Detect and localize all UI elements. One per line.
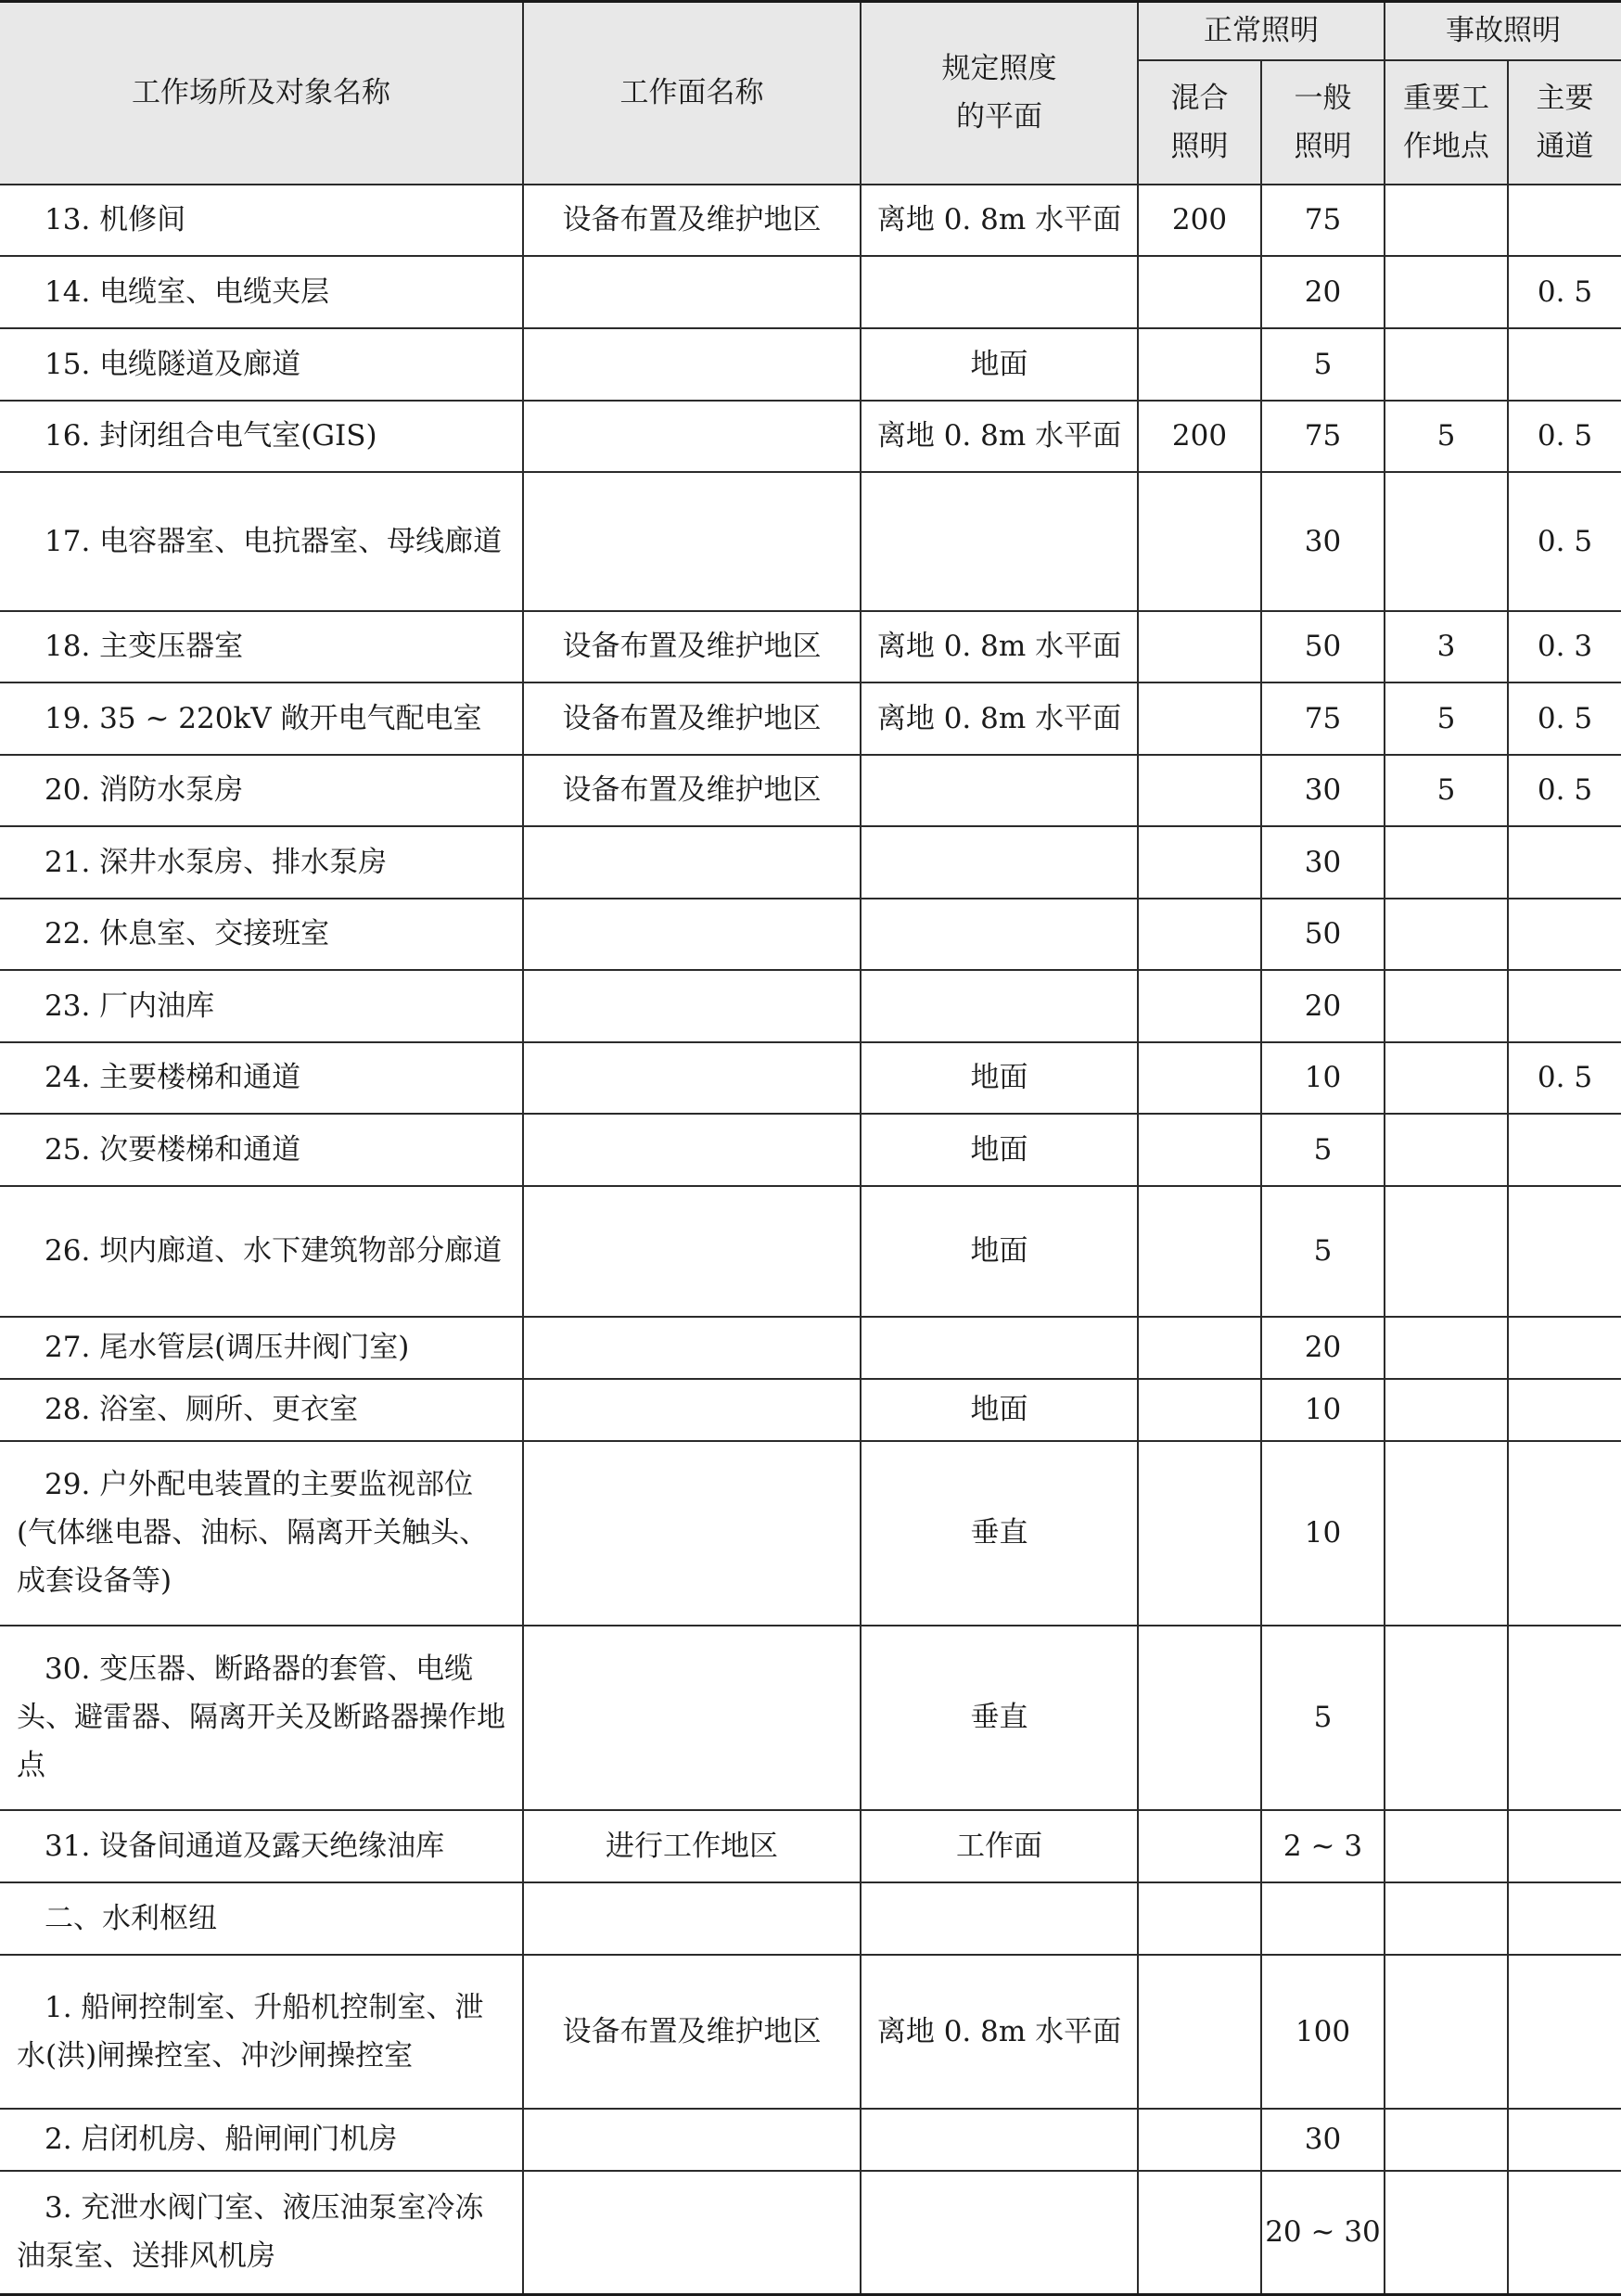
table-row [0, 1955, 1621, 2109]
cell-surface [523, 1114, 861, 1186]
cell-main: 0. 5 [1508, 401, 1621, 472]
cell-general: 50 [1261, 899, 1385, 970]
header-surface: 工作面名称 [523, 2, 861, 185]
cell-important: 5 [1385, 401, 1508, 472]
cell-main [1508, 185, 1621, 256]
cell-plane [861, 2109, 1138, 2171]
cell-plane: 地面 [861, 1114, 1138, 1186]
cell-name: 20. 消防水泵房 [0, 755, 523, 826]
cell-important [1385, 2109, 1508, 2171]
cell-general: 20 [1261, 256, 1385, 328]
table-row [0, 1626, 1621, 1810]
cell-surface [523, 899, 861, 970]
cell-surface [523, 1626, 861, 1810]
cell-general: 5 [1261, 1186, 1385, 1317]
cell-main: 0. 5 [1508, 682, 1621, 755]
cell-name: 22. 休息室、交接班室 [0, 899, 523, 970]
cell-plane: 地面 [861, 1186, 1138, 1317]
cell-general: 75 [1261, 185, 1385, 256]
cell-name: 17. 电容器室、电抗器室、母线廊道 [0, 472, 523, 611]
cell-main: 0. 5 [1508, 256, 1621, 328]
cell-name: 14. 电缆室、电缆夹层 [0, 256, 523, 328]
cell-surface [523, 1042, 861, 1114]
cell-name: 29. 户外配电装置的主要监视部位(气体继电器、油标、隔离开关触头、成套设备等) [0, 1441, 523, 1626]
cell-general: 5 [1261, 1626, 1385, 1810]
cell-mixed [1138, 899, 1261, 970]
cell-surface [523, 2109, 861, 2171]
cell-main [1508, 970, 1621, 1042]
cell-main [1508, 899, 1621, 970]
table-body [0, 185, 1621, 2295]
cell-main: 0. 3 [1508, 611, 1621, 682]
cell-important [1385, 1186, 1508, 1317]
header-row-top [0, 2, 1621, 60]
cell-general: 100 [1261, 1955, 1385, 2109]
cell-name: 25. 次要楼梯和通道 [0, 1114, 523, 1186]
cell-surface [523, 328, 861, 401]
table-row [0, 185, 1621, 256]
header-mixed-lighting: 混合 照明 [1138, 60, 1261, 185]
cell-important [1385, 1626, 1508, 1810]
cell-main [1508, 1186, 1621, 1317]
cell-main [1508, 2109, 1621, 2171]
cell-surface [523, 401, 861, 472]
cell-mixed [1138, 1379, 1261, 1441]
cell-name: 1. 船闸控制室、升船机控制室、泄水(洪)闸操控室、冲沙闸操控室 [0, 1955, 523, 2109]
cell-mixed [1138, 1042, 1261, 1114]
cell-plane [861, 1317, 1138, 1379]
cell-important [1385, 826, 1508, 899]
table-row [0, 1042, 1621, 1114]
cell-general: 5 [1261, 328, 1385, 401]
cell-general: 50 [1261, 611, 1385, 682]
cell-main: 0. 5 [1508, 472, 1621, 611]
cell-important [1385, 472, 1508, 611]
cell-main [1508, 1317, 1621, 1379]
cell-important [1385, 1379, 1508, 1441]
cell-surface: 设备布置及维护地区 [523, 682, 861, 755]
cell-mixed [1138, 1441, 1261, 1626]
cell-name: 30. 变压器、断路器的套管、电缆头、避雷器、隔离开关及断路器操作地点 [0, 1626, 523, 1810]
header-normal-lighting: 正常照明 [1138, 2, 1385, 60]
cell-important [1385, 185, 1508, 256]
cell-mixed: 200 [1138, 401, 1261, 472]
cell-surface [523, 2171, 861, 2295]
cell-important [1385, 970, 1508, 1042]
table-row [0, 1186, 1621, 1317]
table-row [0, 2109, 1621, 2171]
cell-general: 5 [1261, 1114, 1385, 1186]
cell-general: 30 [1261, 472, 1385, 611]
header-place: 工作场所及对象名称 [0, 2, 523, 185]
cell-important [1385, 328, 1508, 401]
cell-main [1508, 1810, 1621, 1882]
table-row [0, 611, 1621, 682]
cell-main: 0. 5 [1508, 1042, 1621, 1114]
cell-main [1508, 1882, 1621, 1955]
cell-plane: 离地 0. 8m 水平面 [861, 682, 1138, 755]
cell-important: 5 [1385, 682, 1508, 755]
cell-main: 0. 5 [1508, 755, 1621, 826]
cell-general: 10 [1261, 1441, 1385, 1626]
cell-surface: 进行工作地区 [523, 1810, 861, 1882]
header-emergency-lighting: 事故照明 [1385, 2, 1621, 60]
table-row [0, 682, 1621, 755]
cell-mixed [1138, 2171, 1261, 2295]
cell-mixed [1138, 256, 1261, 328]
cell-name: 27. 尾水管层(调压井阀门室) [0, 1317, 523, 1379]
table-row [0, 472, 1621, 611]
cell-important [1385, 1810, 1508, 1882]
cell-main [1508, 2171, 1621, 2295]
cell-name: 21. 深井水泵房、排水泵房 [0, 826, 523, 899]
table-row [0, 1810, 1621, 1882]
cell-name: 28. 浴室、厕所、更衣室 [0, 1379, 523, 1441]
cell-mixed [1138, 1114, 1261, 1186]
cell-general: 30 [1261, 826, 1385, 899]
cell-plane [861, 472, 1138, 611]
cell-mixed [1138, 611, 1261, 682]
cell-plane: 垂直 [861, 1441, 1138, 1626]
cell-mixed [1138, 1882, 1261, 1955]
cell-name: 13. 机修间 [0, 185, 523, 256]
table-row [0, 328, 1621, 401]
cell-plane [861, 755, 1138, 826]
cell-general: 75 [1261, 682, 1385, 755]
header-general-lighting: 一般 照明 [1261, 60, 1385, 185]
cell-general: 20 [1261, 1317, 1385, 1379]
cell-surface [523, 472, 861, 611]
cell-general: 10 [1261, 1379, 1385, 1441]
cell-main [1508, 1441, 1621, 1626]
cell-general: 2 ~ 3 [1261, 1810, 1385, 1882]
cell-important [1385, 899, 1508, 970]
cell-general: 30 [1261, 2109, 1385, 2171]
cell-name: 16. 封闭组合电气室(GIS) [0, 401, 523, 472]
table-row [0, 1379, 1621, 1441]
table-row [0, 826, 1621, 899]
cell-surface: 设备布置及维护地区 [523, 1955, 861, 2109]
cell-mixed [1138, 2109, 1261, 2171]
cell-surface [523, 1186, 861, 1317]
cell-name: 2. 启闭机房、船闸闸门机房 [0, 2109, 523, 2171]
cell-main [1508, 826, 1621, 899]
cell-surface [523, 1882, 861, 1955]
cell-surface [523, 826, 861, 899]
cell-mixed [1138, 682, 1261, 755]
cell-plane: 工作面 [861, 1810, 1138, 1882]
cell-important: 3 [1385, 611, 1508, 682]
cell-name: 15. 电缆隧道及廊道 [0, 328, 523, 401]
header-important-workplace: 重要工 作地点 [1385, 60, 1508, 185]
cell-name: 19. 35 ~ 220kV 敞开电气配电室 [0, 682, 523, 755]
table-row [0, 2171, 1621, 2295]
table-row [0, 899, 1621, 970]
cell-name: 18. 主变压器室 [0, 611, 523, 682]
table-row [0, 401, 1621, 472]
cell-plane [861, 256, 1138, 328]
cell-name: 二、水利枢纽 [0, 1882, 523, 1955]
cell-plane: 离地 0. 8m 水平面 [861, 1955, 1138, 2109]
cell-name: 23. 厂内油库 [0, 970, 523, 1042]
cell-general: 20 ~ 30 [1261, 2171, 1385, 2295]
cell-important: 5 [1385, 755, 1508, 826]
cell-surface: 设备布置及维护地区 [523, 185, 861, 256]
cell-surface [523, 256, 861, 328]
cell-important [1385, 256, 1508, 328]
cell-mixed [1138, 1810, 1261, 1882]
cell-general: 75 [1261, 401, 1385, 472]
cell-mixed [1138, 1317, 1261, 1379]
cell-plane: 地面 [861, 1042, 1138, 1114]
cell-general: 10 [1261, 1042, 1385, 1114]
cell-important [1385, 2171, 1508, 2295]
cell-important [1385, 1882, 1508, 1955]
header-plane: 规定照度 的平面 [861, 2, 1138, 185]
cell-plane [861, 970, 1138, 1042]
cell-surface: 设备布置及维护地区 [523, 755, 861, 826]
cell-plane: 离地 0. 8m 水平面 [861, 611, 1138, 682]
cell-name: 31. 设备间通道及露天绝缘油库 [0, 1810, 523, 1882]
cell-plane: 离地 0. 8m 水平面 [861, 401, 1138, 472]
cell-name: 26. 坝内廊道、水下建筑物部分廊道 [0, 1186, 523, 1317]
cell-important [1385, 1042, 1508, 1114]
cell-plane [861, 899, 1138, 970]
table-row [0, 755, 1621, 826]
cell-mixed [1138, 472, 1261, 611]
cell-mixed [1138, 755, 1261, 826]
table-row [0, 256, 1621, 328]
cell-main [1508, 1626, 1621, 1810]
cell-general: 30 [1261, 755, 1385, 826]
cell-mixed [1138, 1186, 1261, 1317]
cell-surface [523, 1317, 861, 1379]
cell-important [1385, 1114, 1508, 1186]
cell-plane [861, 826, 1138, 899]
cell-name: 24. 主要楼梯和通道 [0, 1042, 523, 1114]
cell-mixed [1138, 328, 1261, 401]
table-row [0, 1441, 1621, 1626]
cell-general: 20 [1261, 970, 1385, 1042]
cell-plane: 地面 [861, 1379, 1138, 1441]
header-main-passage: 主要 通道 [1508, 60, 1621, 185]
cell-main [1508, 328, 1621, 401]
cell-important [1385, 1317, 1508, 1379]
cell-name: 3. 充泄水阀门室、液压油泵室冷冻油泵室、送排风机房 [0, 2171, 523, 2295]
cell-mixed: 200 [1138, 185, 1261, 256]
cell-plane [861, 1882, 1138, 1955]
cell-mixed [1138, 826, 1261, 899]
cell-mixed [1138, 970, 1261, 1042]
cell-general [1261, 1882, 1385, 1955]
cell-mixed [1138, 1955, 1261, 2109]
cell-important [1385, 1441, 1508, 1626]
cell-surface [523, 1379, 861, 1441]
cell-plane [861, 2171, 1138, 2295]
cell-main [1508, 1379, 1621, 1441]
cell-surface [523, 970, 861, 1042]
cell-plane: 垂直 [861, 1626, 1138, 1810]
cell-important [1385, 1955, 1508, 2109]
table-row [0, 1882, 1621, 1955]
cell-main [1508, 1114, 1621, 1186]
table-row [0, 1317, 1621, 1379]
cell-surface: 设备布置及维护地区 [523, 611, 861, 682]
cell-plane: 离地 0. 8m 水平面 [861, 185, 1138, 256]
table-row [0, 970, 1621, 1042]
cell-mixed [1138, 1626, 1261, 1810]
cell-plane: 地面 [861, 328, 1138, 401]
table-row [0, 1114, 1621, 1186]
cell-main [1508, 1955, 1621, 2109]
cell-surface [523, 1441, 861, 1626]
